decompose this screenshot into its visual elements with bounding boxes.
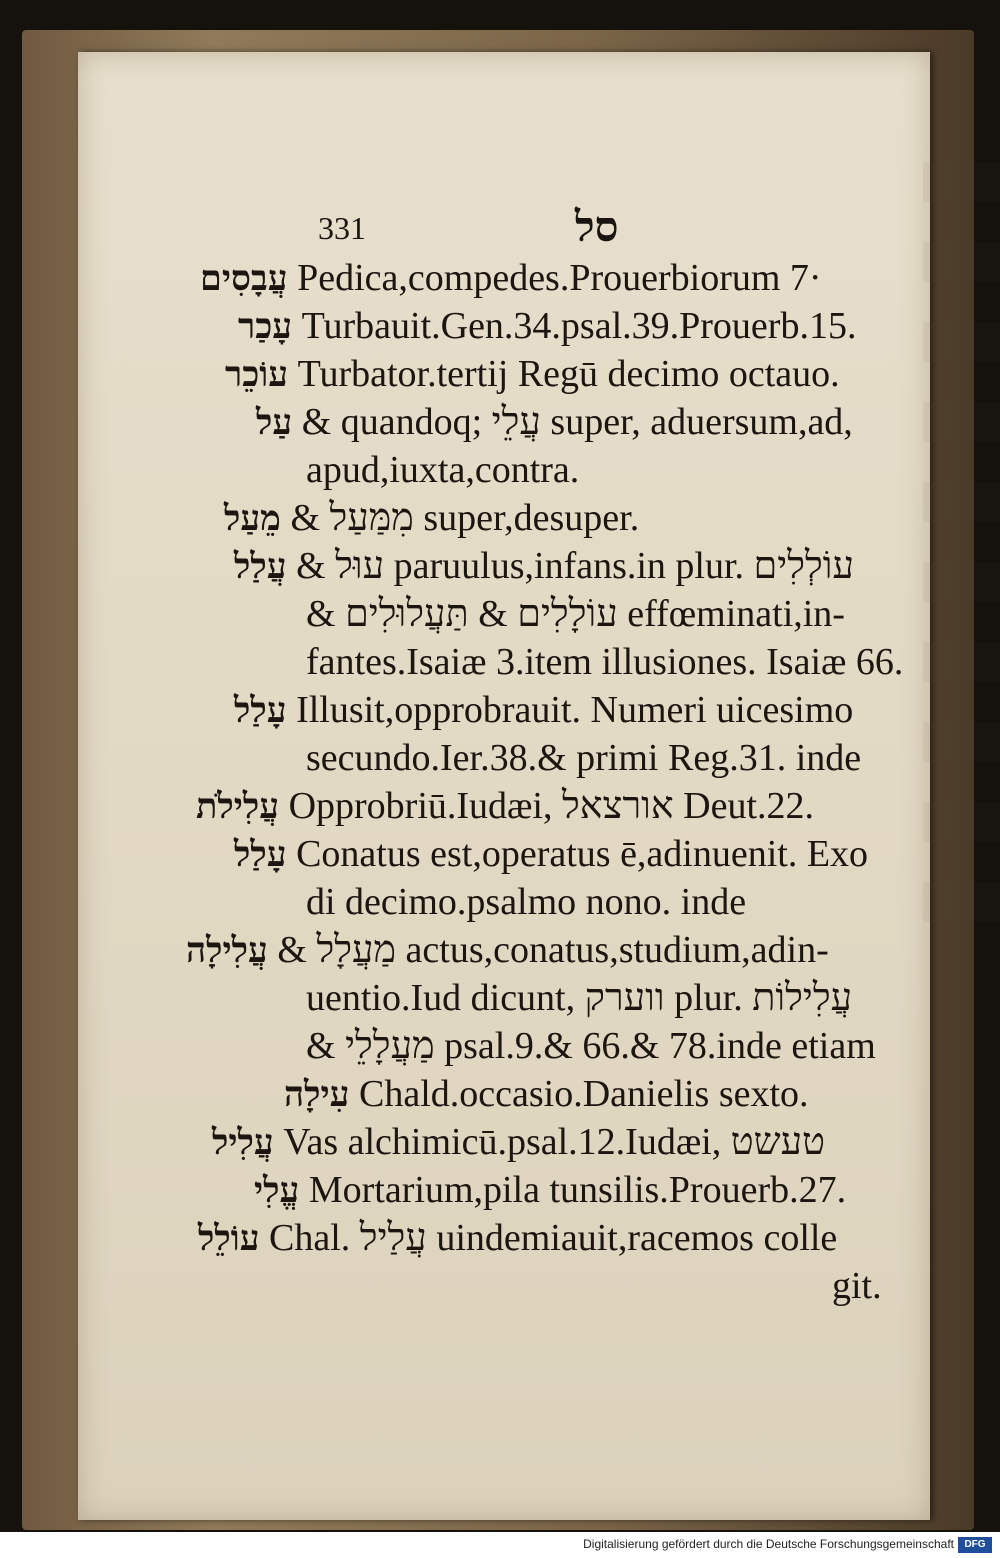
entry-line xyxy=(306,446,579,494)
headword: עוֹכֵר xyxy=(225,354,289,395)
entry-text: Opprobriū.Iudæi, אורצאל Deut.22. xyxy=(288,785,815,827)
headword: עֲלַל xyxy=(234,546,287,587)
entry-text: fantes.Isaiæ 3.item illusiones. Isaiæ 66. xyxy=(306,641,904,683)
headword: עִילָה xyxy=(284,1074,350,1115)
entry-line xyxy=(306,1022,876,1070)
entry-line xyxy=(306,638,903,686)
entry-text: & מַעֲלָלֵי psal.9.& 66.& 78.inde etiam xyxy=(306,1025,876,1067)
headword: עֱלִי xyxy=(254,1170,300,1211)
entry-line xyxy=(238,302,856,350)
entry-line xyxy=(306,590,845,638)
page-header xyxy=(78,202,930,262)
show-through xyxy=(923,162,1000,922)
entry-text: Mortarium,pila tunsilis.Prouerb.27. xyxy=(308,1169,847,1211)
entry-line xyxy=(200,254,822,302)
entry-text: Vas alchimicū.psal.12.Iudæi, טעשט xyxy=(283,1121,826,1163)
entry-line xyxy=(224,494,639,542)
headword: עֲבָסִים xyxy=(200,258,288,299)
funding-credit: Digitalisierung gefördert durch die Deutsche Forschungsgemeinschaft xyxy=(583,1537,954,1551)
entry-line xyxy=(186,926,829,974)
headword: עוֹלֵל xyxy=(198,1218,260,1259)
entry-line xyxy=(306,878,746,926)
entry-line xyxy=(306,734,861,782)
entry-line xyxy=(234,686,853,734)
entry-text: & עוּל paruulus,infans.in plur. עוֹלְלִים xyxy=(296,545,855,587)
entry-line xyxy=(832,1262,882,1310)
entry-line xyxy=(306,974,852,1022)
entry-text: uentio.Iud dicunt, ווערק plur. עֲלִילוֹת xyxy=(306,977,853,1019)
entry-text: secundo.Ier.38.& primi Reg.31. inde xyxy=(306,737,862,779)
headword: עֲלִיל xyxy=(212,1122,274,1163)
entry-text: Turbator.tertij Regū decimo octauo. xyxy=(297,353,840,395)
entry-text: di decimo.psalmo nono. inde xyxy=(306,881,747,923)
headword: עַל xyxy=(256,402,293,443)
entry-text: & quandoq; עֲלֵי super, aduersum,ad, xyxy=(301,401,853,443)
entry-text: & מִמַּעַל super,desuper. xyxy=(290,497,640,539)
headword: עָכַר xyxy=(238,306,293,347)
entry-line xyxy=(256,398,853,446)
entry-text: Illusit,opprobrauit. Numeri uicesimo xyxy=(296,689,854,731)
entry-text: git. xyxy=(832,1265,882,1307)
headword: עֲלִילָה xyxy=(186,930,268,971)
entry-text: Turbauit.Gen.34.psal.39.Prouerb.15. xyxy=(301,305,857,347)
footer-bar xyxy=(0,1532,1000,1558)
entry-line xyxy=(234,542,854,590)
headword: מֵעַל xyxy=(224,498,281,539)
entry-text: Conatus est,operatus ē,adinuenit. Exo xyxy=(296,833,869,875)
entry-text: apud,iuxta,contra. xyxy=(306,449,580,491)
entry-text: & עוֹלָלִים & תַּעֲלוּלִים effœminati,in- xyxy=(306,593,845,635)
entry-text: Chald.occasio.Danielis sexto. xyxy=(359,1073,809,1115)
entry-line xyxy=(234,830,868,878)
entry-text: Pedica,compedes.Prouerbiorum 7· xyxy=(297,257,822,299)
book-page xyxy=(78,52,930,1520)
headword: עָלַל xyxy=(234,834,287,875)
running-head: סל xyxy=(575,202,619,251)
folio-number: 331 xyxy=(318,210,366,246)
dfg-logo-icon: DFG xyxy=(958,1537,992,1553)
entry-line xyxy=(254,1166,846,1214)
entry-line xyxy=(196,782,814,830)
headword: עֲלִילֹת xyxy=(196,786,280,827)
entry-line xyxy=(284,1070,809,1118)
headword: עָלַל xyxy=(234,690,287,731)
entry-line xyxy=(212,1118,825,1166)
entry-text: & מַעֲלָל actus,conatus,studium,adin- xyxy=(277,929,829,971)
entry-line xyxy=(198,1214,837,1262)
entry-line xyxy=(225,350,840,398)
entry-text: Chal. עֲלַיל uindemiauit,racemos colle xyxy=(269,1217,838,1259)
